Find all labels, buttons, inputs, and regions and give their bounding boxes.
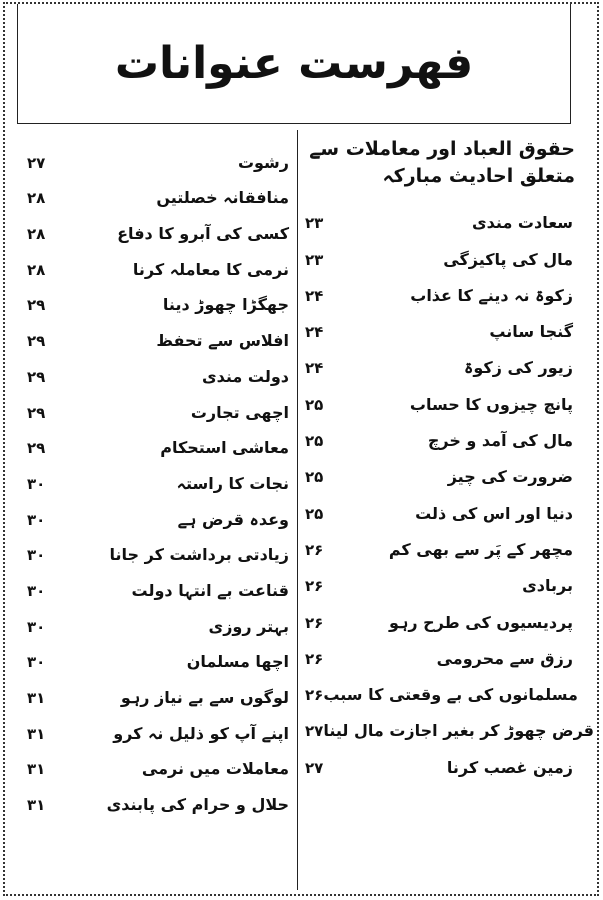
entry-page-number: ۳۰ bbox=[27, 510, 46, 529]
entry-page-number: ۲۶ bbox=[305, 577, 324, 596]
entry-title: مسلمانوں کی بے وقعتی کا سبب bbox=[323, 685, 578, 705]
entry-title: نجات کا راستہ bbox=[176, 473, 289, 493]
entry-page-number: ۲۳ bbox=[305, 214, 324, 233]
toc-entry bbox=[301, 377, 577, 413]
entry-page-number: ۲۹ bbox=[27, 403, 46, 422]
left-column bbox=[23, 136, 293, 814]
entry-title: زمین غصب کرنا bbox=[446, 757, 573, 777]
toc-entry bbox=[23, 243, 293, 279]
entry-title: بہتر روزی bbox=[208, 616, 289, 636]
entry-title: رشوت bbox=[237, 152, 289, 172]
entry-title: افلاس سے تحفظ bbox=[156, 331, 289, 351]
entry-title: اچھی تجارت bbox=[190, 402, 289, 422]
entry-page-number: ۲۳ bbox=[305, 250, 324, 269]
toc-entry bbox=[23, 279, 293, 315]
entry-title: بربادی bbox=[522, 576, 573, 596]
entry-title: کسی کی آبرو کا دفاع bbox=[117, 224, 289, 244]
entry-page-number: ۲۷ bbox=[305, 722, 324, 741]
entry-page-number: ۲۴ bbox=[305, 286, 324, 305]
entry-title: گنجا سانپ bbox=[489, 322, 573, 342]
toc-entry bbox=[23, 136, 293, 172]
entry-title: جھگڑا چھوڑ دینا bbox=[162, 295, 289, 315]
entry-title: مال کی آمد و خرچ bbox=[427, 431, 573, 451]
entry-title: معاشی استحکام bbox=[160, 438, 289, 458]
entry-title: حلال و حرام کی پابندی bbox=[106, 795, 289, 815]
entry-page-number: ۲۵ bbox=[305, 432, 324, 451]
entry-page-number: ۳۱ bbox=[27, 724, 46, 743]
entry-page-number: ۲۶ bbox=[305, 540, 324, 559]
entry-title: قناعت بے انتہا دولت bbox=[131, 580, 289, 600]
toc-entry bbox=[301, 269, 577, 305]
toc-entry bbox=[301, 232, 577, 268]
entry-title: زیادتی برداشت کر جانا bbox=[109, 545, 289, 565]
entry-page-number: ۲۷ bbox=[27, 153, 46, 172]
entry-page-number: ۳۰ bbox=[27, 474, 46, 493]
toc-entry bbox=[23, 172, 293, 208]
entry-title: زیور کی زکوۃ bbox=[463, 358, 573, 378]
entry-title: مال کی پاکیزگی bbox=[443, 249, 573, 269]
toc-entry bbox=[301, 196, 577, 232]
entry-page-number: ۲۵ bbox=[305, 504, 324, 523]
entry-page-number: ۳۱ bbox=[27, 689, 46, 707]
entry-title: وعدہ قرض ہے bbox=[177, 509, 289, 529]
entry-title: دولت مندی bbox=[201, 366, 289, 386]
entry-page-number: ۲۹ bbox=[27, 296, 46, 315]
toc-entry bbox=[301, 559, 577, 595]
toc-entry bbox=[23, 350, 293, 386]
entry-title: رزق سے محرومی bbox=[436, 648, 573, 668]
toc-entry bbox=[301, 486, 577, 522]
toc-entry bbox=[301, 450, 577, 486]
entry-page-number: ۳۱ bbox=[27, 796, 46, 815]
toc-entry bbox=[301, 341, 577, 377]
toc-list-right bbox=[301, 196, 594, 777]
toc-entry bbox=[301, 704, 594, 741]
entry-title: لوگوں سے بے نیاز رہو bbox=[120, 688, 289, 707]
toc-entry bbox=[301, 305, 577, 341]
entry-page-number: ۲۴ bbox=[305, 359, 324, 378]
toc-entry bbox=[301, 595, 577, 631]
toc-entry bbox=[23, 422, 293, 458]
toc-entry bbox=[23, 671, 293, 707]
toc-entry bbox=[23, 564, 293, 600]
entry-page-number: ۳۰ bbox=[27, 617, 46, 636]
toc-entry bbox=[23, 707, 293, 743]
entry-page-number: ۲۶ bbox=[305, 613, 324, 632]
entry-title: معاملات میں نرمی bbox=[141, 759, 289, 779]
right-column bbox=[301, 136, 594, 777]
toc-entry bbox=[23, 636, 293, 672]
entry-page-number: ۲۷ bbox=[305, 758, 324, 777]
toc-entry bbox=[23, 207, 293, 243]
toc-entry bbox=[301, 632, 577, 668]
entry-title: ضرورت کی چیز bbox=[447, 467, 573, 487]
entry-page-number: ۲۹ bbox=[27, 439, 46, 458]
toc-entry bbox=[301, 740, 577, 776]
entry-title: منافقانہ خصلتیں bbox=[156, 188, 289, 208]
entry-title: زکوۃ نہ دینے کا عذاب bbox=[410, 285, 573, 305]
toc-entry bbox=[301, 414, 577, 450]
toc-entry bbox=[23, 529, 293, 565]
entry-title: دنیا اور اس کی ذلت bbox=[415, 503, 573, 523]
toc-entry bbox=[23, 493, 293, 529]
entry-page-number: ۳۰ bbox=[27, 653, 46, 672]
entry-page-number: ۳۰ bbox=[27, 546, 46, 565]
toc-entry bbox=[301, 523, 577, 559]
entry-page-number: ۳۱ bbox=[27, 760, 46, 779]
entry-page-number: ۲۴ bbox=[305, 323, 324, 342]
section-heading bbox=[301, 136, 577, 190]
section-heading-line-2: متعلق احادیث مبارکہ bbox=[382, 165, 575, 187]
title-box bbox=[17, 4, 571, 124]
entry-title: اپنے آپ کو ذلیل نہ کرو bbox=[113, 723, 289, 743]
toc-entry bbox=[23, 386, 293, 422]
toc-entry bbox=[23, 314, 293, 350]
entry-page-number: ۲۶ bbox=[305, 686, 324, 705]
entry-page-number: ۲۵ bbox=[305, 395, 324, 414]
toc-entry bbox=[23, 778, 293, 814]
section-heading-line-1: حقوق العباد اور معاملات سے bbox=[309, 138, 575, 160]
entry-page-number: ۲۹ bbox=[27, 332, 46, 351]
entry-page-number: ۲۶ bbox=[305, 649, 324, 668]
entry-title: پانچ چیزوں کا حساب bbox=[409, 394, 573, 414]
entry-title: نرمی کا معاملہ کرنا bbox=[132, 259, 289, 279]
entry-title: قرض چھوڑ کر بغیر اجازت مال لینا bbox=[323, 721, 594, 741]
entry-page-number: ۲۸ bbox=[27, 189, 46, 208]
column-divider bbox=[297, 130, 298, 890]
page-title: فهرست عنوانات bbox=[114, 38, 474, 89]
book-page bbox=[3, 2, 599, 896]
toc-entry bbox=[301, 668, 577, 704]
entry-page-number: ۲۸ bbox=[27, 225, 46, 244]
toc-entry bbox=[23, 743, 293, 779]
toc-entry bbox=[23, 457, 293, 493]
entry-title: پردیسیوں کی طرح رہو bbox=[388, 612, 573, 632]
entry-page-number: ۲۹ bbox=[27, 367, 46, 386]
toc-list-left bbox=[23, 136, 293, 814]
entry-page-number: ۲۸ bbox=[27, 260, 46, 279]
entry-page-number: ۳۰ bbox=[27, 581, 46, 600]
entry-page-number: ۲۵ bbox=[305, 468, 324, 487]
entry-title: مچھر کے پَر سے بھی کم bbox=[388, 539, 573, 559]
entry-title: سعادت مندی bbox=[472, 213, 573, 233]
toc-entry bbox=[23, 600, 293, 636]
entry-title: اچھا مسلمان bbox=[186, 652, 289, 672]
